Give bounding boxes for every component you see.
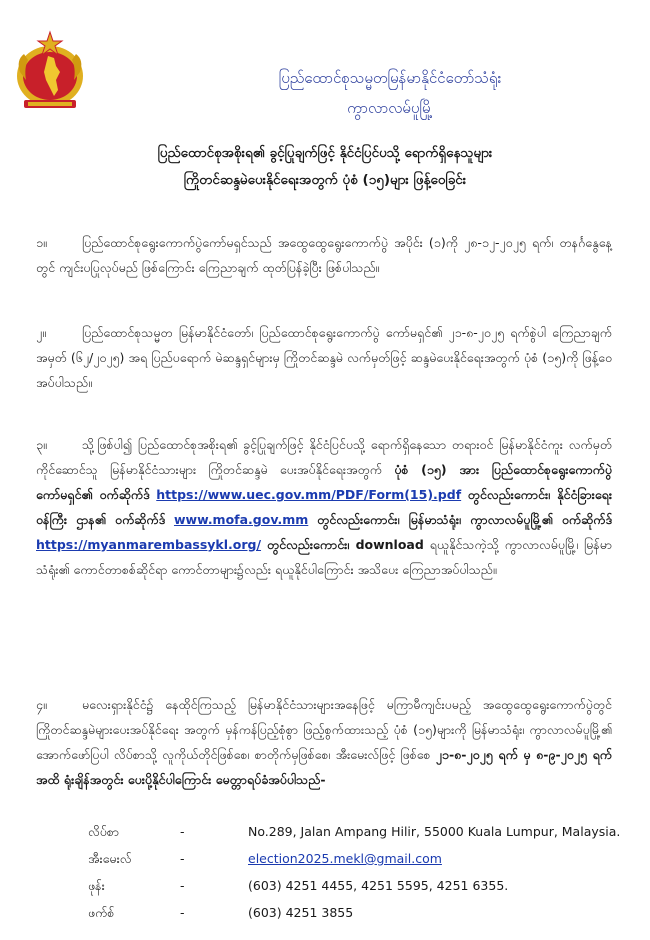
org-city: ကွာလာလမ်ပူမြို့ <box>347 99 433 117</box>
title-line-2: ကြိုတင်ဆန္ဒမဲပေးနိုင်ရေးအတွက် ပုံစံ (၁၅)များ ဖြန့်ဝေခြင်း <box>183 172 467 188</box>
mofa-link[interactable]: www.mofa.gov.mm <box>173 512 309 527</box>
org-name: ပြည်ထောင်စုသမ္မတမြန်မာနိုင်ငံတော်သံရုံး <box>278 69 502 87</box>
embassy-website-link[interactable]: https://myanmarembassykl.org/ <box>36 537 262 552</box>
paragraph-text: မလေးရှားနိုင်ငံ၌ နေထိုင်ကြသည့် မြန်မာနိုင်ငံသားများအနေဖြင့် မကြာမီကျင်းပမည့် အထွေထွေရွေးကောက်ပွဲတွင် ကြိုတင်ဆန္ဒမဲများပေးအပ်နိုင်ရေး အတွက် မှန်ကန်ပြည့်စုံစွာ ဖြည့်စွက်ထားသည့် ပုံစံ (၁၅)များကို မြန်မာသံရုံး၊ ကွာလာလမ်ပူမြို့၏ အောက်ဖော်ပြပါ လိပ်စာသို့ လူကိုယ်တိုင်ဖြစ်စေ၊ စာတိုက်မှဖြစ်စေ၊ အီးမေးလ်ဖြင့် ဖြစ်စေ <box>36 697 612 762</box>
paragraph-text: ပြည်ထောင်စုသမ္မတ မြန်မာနိုင်ငံတော်၊ ပြည်ထောင်စုရွေးကောက်ပွဲ ကော်မရှင်၏ ၂၁-၈-၂၀၂၅ ရက်စွဲပါ ကြေညာချက်အမှတ် (၆၂/၂၀၂၅) အရ ပြည်ပရောက် မဲဆန္ဒရှင်များမှ ကြိုတင်ဆန္ဒမဲ လက်မှတ်ဖြင့် ဆန္ဒမဲပေးနိုင်ရေးအတွက် ပုံစံ (၁၅)ကို ဖြန့်ဝေအပ်ပါသည်။ <box>36 325 612 390</box>
uec-form-link[interactable]: https://www.uec.gov.mm/PDF/Form(15).pdf <box>156 487 462 502</box>
paragraph-number: ၄။ <box>36 697 47 712</box>
paragraph-text-bold: ပုံစံ (၁၅) အား ပြည်ထောင်စုရွေးကောက်ပွဲ ကော်မရှင်၏ ဝက်ဆိုက်ဒ် <box>36 462 612 502</box>
paragraph-4 <box>36 692 612 792</box>
submission-period: ၂၁-၈-၂၀၂၅ ရက် မှ ၈-၉-၂၀၂၅ ရက် အထိ ရုံးချိန်အတွင်း ပေးပို့နိုင်ပါကြောင်း မေတ္တာရပ်ခံအပ်ပါသည်- <box>36 747 612 787</box>
contact-phone <box>88 872 618 899</box>
contact-dash: - <box>180 824 185 839</box>
paragraph-number: ၃။ <box>36 437 47 452</box>
paragraph-text: ရယူနိုင်သကဲ့သို့ ကွာလာလမ်ပူမြို့၊ မြန်မာသံရုံး၏ ကောင်တာစစ်ဆိုင်ရာ ကောင်တာများ၌လည်း ရယူနိုင်ပါကြောင်း အသိပေး ကြေညာအပ်ပါသည်။ <box>36 537 613 577</box>
paragraph-text-bold: တွင်လည်းကောင်း၊ download <box>266 537 424 552</box>
contact-label: အီးမေးလ် <box>88 851 132 866</box>
email-link[interactable]: election2025.mekl@gmail.com <box>248 851 442 866</box>
paragraph-text-bold: တွင်လည်းကောင်း၊ နိုင်ငံခြားရေး ဝန်ကြီး ဌာန၏ ဝက်ဆိုက်ဒ် <box>36 487 612 527</box>
contact-label: ဖက်စ် <box>88 905 115 920</box>
notice-title <box>60 140 590 194</box>
contact-value: (603) 4251 4455, 4251 5595, 4251 6355. <box>248 878 509 893</box>
contact-address <box>88 818 621 845</box>
paragraph-text: ပြည်ထောင်စုရွေးကောက်ပွဲကော်မရှင်သည် အထွေထွေရွေးကောက်ပွဲ အပိုင်း (၁)ကို ၂၈-၁၂-၂၀၂၅ ရက်၊ တနင်္ဂနွေနေ့တွင် ကျင်းပပြုလုပ်မည် ဖြစ်ကြောင်း ကြေညာချက် ထုတ်ပြန်ခဲ့ပြီး ဖြစ်ပါသည်။ <box>36 235 612 275</box>
paragraph-text-bold: တွင်လည်းကောင်း၊ မြန်မာသံရုံး၊ ကွာလာလမ်ပူမြို့၏ ဝက်ဆိုက်ဒ် <box>317 512 613 527</box>
contact-dash: - <box>180 878 185 893</box>
title-line-1: ပြည်ထောင်စုအစိုးရ၏ ခွင့်ပြုချက်ဖြင့် နိုင်ငံပြင်ပသို့ ရောက်ရှိနေသူများ <box>157 145 493 161</box>
contact-fax <box>88 899 618 926</box>
contact-label: လိပ်စာ <box>88 824 120 839</box>
contact-dash: - <box>180 905 185 920</box>
paragraph-number: ၂။ <box>36 325 46 340</box>
paragraph-3 <box>36 432 612 582</box>
paragraph-number: ၁။ <box>36 235 47 250</box>
contact-value: No.289, Jalan Ampang Hilir, 55000 Kuala Lumpur, Malaysia. <box>248 824 621 839</box>
paragraph-2 <box>36 320 612 395</box>
contact-label: ဖုန်း <box>88 878 105 893</box>
contact-list <box>88 818 621 926</box>
contact-dash: - <box>180 851 185 866</box>
contact-email <box>88 845 618 872</box>
contact-value: (603) 4251 3855 <box>248 905 354 920</box>
paragraph-text: သို့ဖြစ်ပါ၍ ပြည်ထောင်စုအစိုးရ၏ ခွင့်ပြုချက်ဖြင့် နိုင်ငံပြင်ပသို့ ရောက်ရှိနေသော တရားဝင် မြန်မာနိုင်ငံကူး လက်မှတ် ကိုင်ဆောင်သူ မြန်မာနိုင်ငံသားများ ကြိုတင်ဆန္ဒမဲ ပေးအပ်နိုင်ရေးအတွက် <box>36 437 612 477</box>
state-seal-icon <box>14 30 86 110</box>
paragraph-1 <box>36 230 612 280</box>
embassy-header <box>190 63 590 123</box>
